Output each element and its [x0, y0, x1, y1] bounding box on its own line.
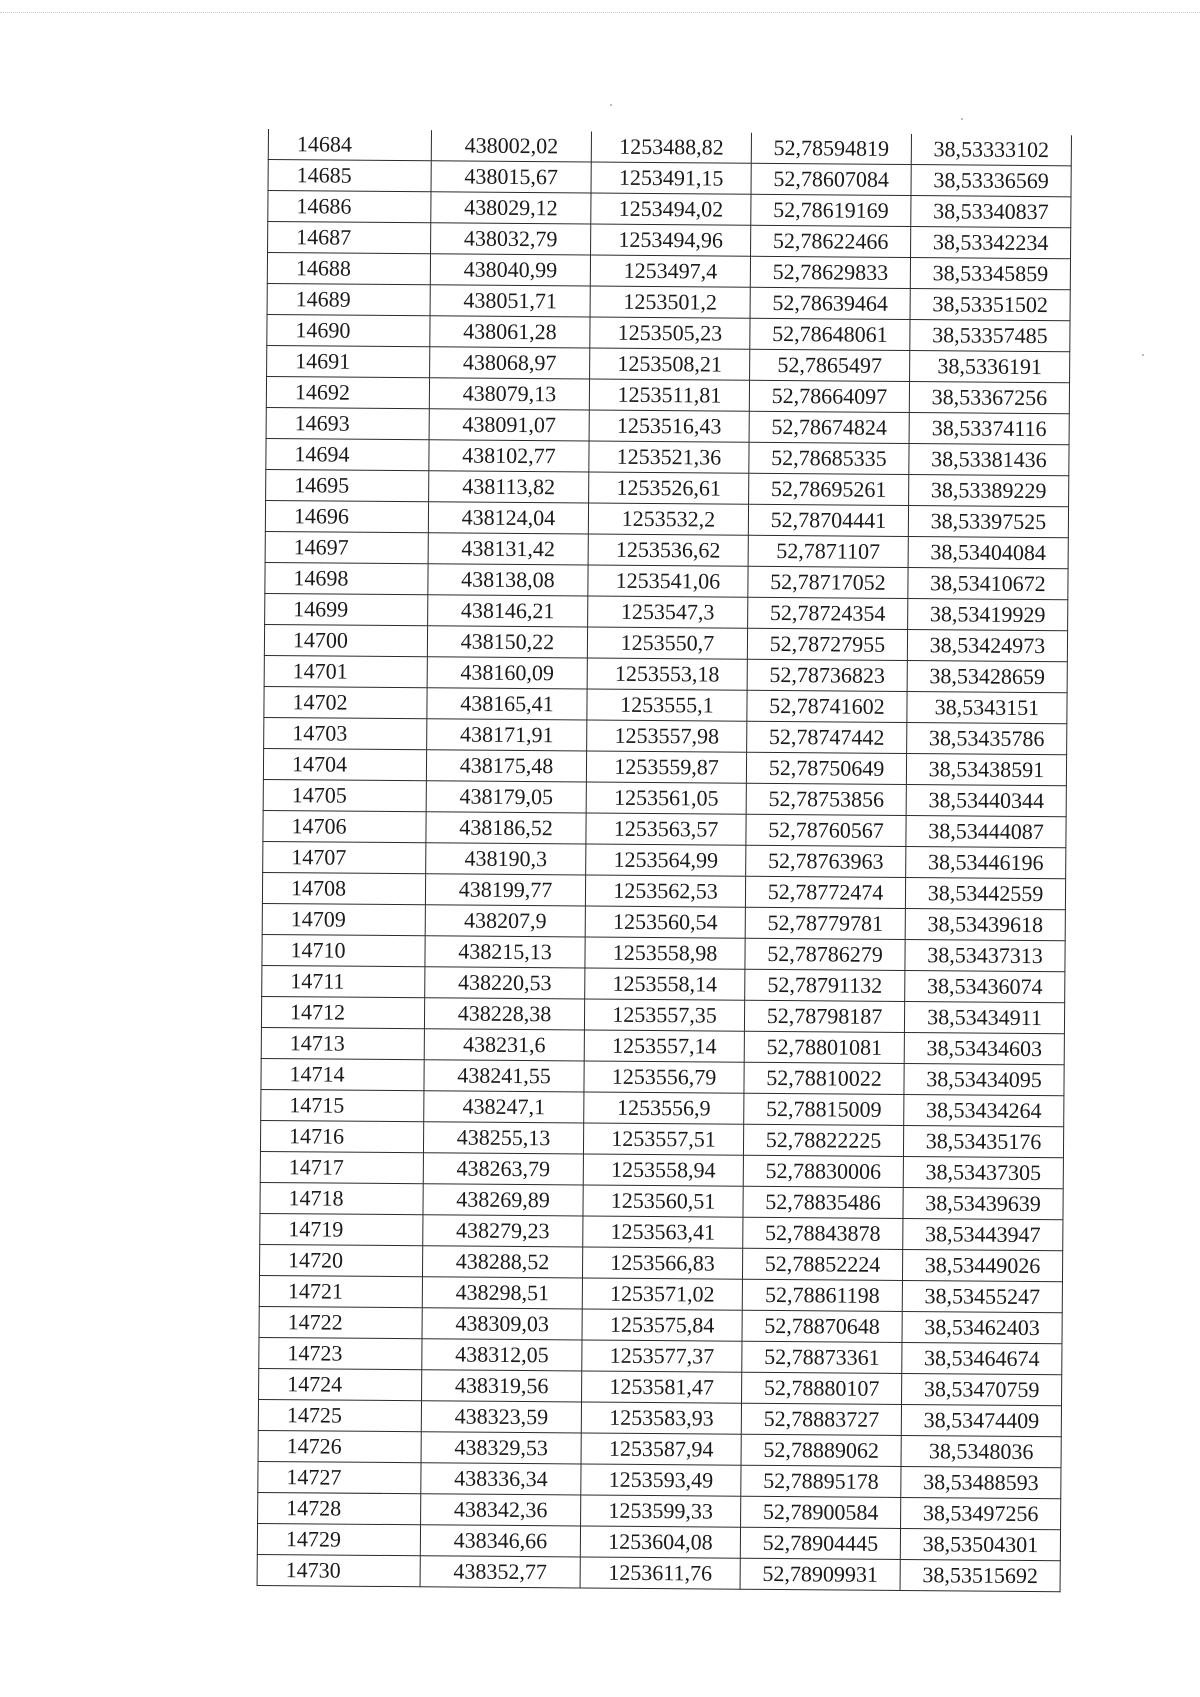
longitude-cell: 38,53446196	[906, 847, 1066, 879]
x-coordinate-cell: 438040,99	[430, 254, 590, 286]
x-coordinate-cell: 438288,52	[422, 1246, 582, 1278]
x-coordinate-cell: 438015,67	[431, 161, 591, 193]
longitude-cell: 38,53434264	[904, 1095, 1064, 1127]
longitude-cell: 38,53442559	[905, 878, 1065, 910]
latitude-cell: 52,78674824	[749, 411, 909, 443]
y-coordinate-cell: 1253563,41	[583, 1216, 743, 1248]
longitude-cell: 38,53351502	[910, 289, 1070, 321]
latitude-cell: 52,78843878	[743, 1217, 903, 1249]
x-coordinate-cell: 438269,89	[423, 1184, 583, 1216]
x-coordinate-cell: 438160,09	[427, 657, 587, 689]
y-coordinate-cell: 1253526,61	[589, 472, 749, 504]
latitude-cell: 52,78880107	[742, 1372, 902, 1404]
point-number-cell: 14728	[258, 1492, 421, 1524]
x-coordinate-cell: 438091,07	[429, 409, 589, 441]
y-coordinate-cell: 1253494,96	[591, 224, 751, 256]
point-number-cell: 14718	[260, 1182, 423, 1214]
point-number-cell: 14685	[268, 160, 431, 192]
longitude-cell: 38,53449026	[902, 1250, 1062, 1282]
longitude-cell: 38,53381436	[909, 444, 1069, 476]
point-number-cell: 14690	[267, 314, 430, 346]
y-coordinate-cell: 1253560,51	[583, 1185, 743, 1217]
x-coordinate-cell: 438312,05	[422, 1339, 582, 1371]
longitude-cell: 38,53515692	[900, 1560, 1060, 1592]
x-coordinate-cell: 438346,66	[420, 1525, 580, 1557]
point-number-cell: 14694	[266, 438, 429, 470]
x-coordinate-cell: 438061,28	[430, 316, 590, 348]
y-coordinate-cell: 1253577,37	[582, 1340, 742, 1372]
x-coordinate-cell: 438220,53	[425, 967, 585, 999]
point-number-cell: 14708	[262, 872, 425, 904]
y-coordinate-cell: 1253488,82	[591, 132, 751, 164]
x-coordinate-cell: 438247,1	[424, 1091, 584, 1123]
point-number-cell: 14700	[264, 624, 427, 656]
y-coordinate-cell: 1253593,49	[581, 1464, 741, 1496]
point-number-cell: 14699	[265, 593, 428, 625]
point-number-cell: 14688	[267, 253, 430, 285]
latitude-cell: 52,78830006	[743, 1155, 903, 1187]
point-number-cell: 14709	[262, 903, 425, 935]
latitude-cell: 52,78895178	[741, 1465, 901, 1497]
y-coordinate-cell: 1253555,1	[587, 689, 747, 721]
x-coordinate-cell: 438113,82	[429, 471, 589, 503]
x-coordinate-cell: 438102,77	[429, 440, 589, 472]
y-coordinate-cell: 1253536,62	[588, 534, 748, 566]
x-coordinate-cell: 438138,08	[428, 564, 588, 596]
y-coordinate-cell: 1253556,79	[584, 1061, 744, 1093]
point-number-cell: 14696	[265, 500, 428, 532]
latitude-cell: 52,78629833	[750, 256, 910, 288]
latitude-cell: 52,78704441	[748, 504, 908, 536]
longitude-cell: 38,53464674	[902, 1343, 1062, 1375]
table-body	[257, 129, 1071, 1592]
scan-speck	[1142, 354, 1144, 356]
y-coordinate-cell: 1253541,06	[588, 565, 748, 597]
x-coordinate-cell: 438131,42	[428, 533, 588, 565]
y-coordinate-cell: 1253561,05	[586, 782, 746, 814]
y-coordinate-cell: 1253566,83	[582, 1247, 742, 1279]
point-number-cell: 14729	[257, 1523, 420, 1555]
latitude-cell: 52,78736823	[747, 659, 907, 691]
y-coordinate-cell: 1253558,14	[585, 968, 745, 1000]
longitude-cell: 38,53374116	[909, 413, 1069, 445]
latitude-cell: 52,7871107	[748, 535, 908, 567]
latitude-cell: 52,78801081	[744, 1031, 904, 1063]
x-coordinate-cell: 438079,13	[429, 378, 589, 410]
x-coordinate-cell: 438231,6	[424, 1029, 584, 1061]
latitude-cell: 52,78909931	[740, 1558, 900, 1590]
x-coordinate-cell: 438146,21	[428, 595, 588, 627]
latitude-cell: 52,78639464	[750, 287, 910, 319]
point-number-cell: 14703	[264, 717, 427, 749]
latitude-cell: 52,78791132	[745, 969, 905, 1001]
x-coordinate-cell: 438175,48	[426, 750, 586, 782]
x-coordinate-cell: 438263,79	[423, 1153, 583, 1185]
point-number-cell: 14714	[261, 1058, 424, 1090]
longitude-cell: 38,53443947	[903, 1219, 1063, 1251]
point-number-cell: 14717	[260, 1151, 423, 1183]
x-coordinate-cell: 438207,9	[425, 905, 585, 937]
latitude-cell: 52,78873361	[742, 1341, 902, 1373]
longitude-cell: 38,53437305	[903, 1157, 1063, 1189]
y-coordinate-cell: 1253532,2	[588, 503, 748, 535]
latitude-cell: 52,78810022	[744, 1062, 904, 1094]
latitude-cell: 52,78685335	[749, 442, 909, 474]
x-coordinate-cell: 438171,91	[427, 719, 587, 751]
y-coordinate-cell: 1253557,98	[587, 720, 747, 752]
latitude-cell: 52,78900584	[741, 1496, 901, 1528]
y-coordinate-cell: 1253562,53	[585, 875, 745, 907]
point-number-cell: 14687	[268, 222, 431, 254]
x-coordinate-cell: 438298,51	[422, 1277, 582, 1309]
y-coordinate-cell: 1253556,9	[584, 1092, 744, 1124]
y-coordinate-cell: 1253557,35	[584, 999, 744, 1031]
y-coordinate-cell: 1253505,23	[590, 317, 750, 349]
x-coordinate-cell: 438186,52	[426, 812, 586, 844]
longitude-cell: 38,53438591	[906, 754, 1066, 786]
x-coordinate-cell: 438002,02	[431, 130, 591, 162]
point-number-cell: 14715	[261, 1089, 424, 1121]
x-coordinate-cell: 438029,12	[431, 192, 591, 224]
y-coordinate-cell: 1253559,87	[586, 751, 746, 783]
x-coordinate-cell: 438329,53	[421, 1432, 581, 1464]
y-coordinate-cell: 1253511,81	[589, 379, 749, 411]
y-coordinate-cell: 1253491,15	[591, 162, 751, 194]
x-coordinate-cell: 438255,13	[423, 1122, 583, 1154]
longitude-cell: 38,53437313	[905, 940, 1065, 972]
y-coordinate-cell: 1253611,76	[580, 1557, 740, 1589]
longitude-cell: 38,53470759	[902, 1374, 1062, 1406]
longitude-cell: 38,53436074	[905, 971, 1065, 1003]
longitude-cell: 38,53367256	[909, 382, 1069, 414]
x-coordinate-cell: 438068,97	[430, 347, 590, 379]
y-coordinate-cell: 1253560,54	[585, 906, 745, 938]
y-coordinate-cell: 1253581,47	[582, 1371, 742, 1403]
latitude-cell: 52,78852224	[742, 1248, 902, 1280]
point-number-cell: 14693	[266, 407, 429, 439]
point-number-cell: 14697	[265, 531, 428, 563]
latitude-cell: 52,78622466	[751, 225, 911, 257]
latitude-cell: 52,78798187	[744, 1000, 904, 1032]
y-coordinate-cell: 1253508,21	[590, 348, 750, 380]
longitude-cell: 38,53435786	[907, 723, 1067, 755]
x-coordinate-cell: 438319,56	[422, 1370, 582, 1402]
scan-speck	[961, 118, 963, 120]
longitude-cell: 38,53474409	[901, 1405, 1061, 1437]
y-coordinate-cell: 1253501,2	[590, 286, 750, 318]
point-number-cell: 14704	[263, 748, 426, 780]
x-coordinate-cell: 438179,05	[426, 781, 586, 813]
longitude-cell: 38,53389229	[909, 475, 1069, 507]
scan-speck	[610, 104, 612, 106]
x-coordinate-cell: 438352,77	[420, 1556, 580, 1588]
x-coordinate-cell: 438279,23	[423, 1215, 583, 1247]
x-coordinate-cell: 438165,41	[427, 688, 587, 720]
point-number-cell: 14691	[267, 345, 430, 377]
y-coordinate-cell: 1253599,33	[581, 1495, 741, 1527]
longitude-cell: 38,53333102	[911, 134, 1071, 166]
point-number-cell: 14702	[264, 686, 427, 718]
y-coordinate-cell: 1253558,94	[583, 1154, 743, 1186]
latitude-cell: 52,78727955	[747, 628, 907, 660]
longitude-cell: 38,53439639	[903, 1188, 1063, 1220]
point-number-cell: 14724	[259, 1368, 422, 1400]
y-coordinate-cell: 1253587,94	[581, 1433, 741, 1465]
latitude-cell: 52,78904445	[740, 1527, 900, 1559]
longitude-cell: 38,53340837	[911, 196, 1071, 228]
point-number-cell: 14722	[259, 1306, 422, 1338]
longitude-cell: 38,53428659	[907, 661, 1067, 693]
latitude-cell: 52,78779781	[745, 907, 905, 939]
point-number-cell: 14723	[259, 1337, 422, 1369]
x-coordinate-cell: 438032,79	[431, 223, 591, 255]
latitude-cell: 52,78835486	[743, 1186, 903, 1218]
latitude-cell: 52,78664097	[749, 380, 909, 412]
longitude-cell: 38,53357485	[910, 320, 1070, 352]
longitude-cell: 38,53435176	[903, 1126, 1063, 1158]
point-number-cell: 14686	[268, 191, 431, 223]
latitude-cell: 52,78753856	[746, 783, 906, 815]
longitude-cell: 38,53434603	[904, 1033, 1064, 1065]
latitude-cell: 52,78747442	[747, 721, 907, 753]
latitude-cell: 52,78815009	[744, 1093, 904, 1125]
x-coordinate-cell: 438124,04	[428, 502, 588, 534]
table-row	[257, 1554, 1060, 1591]
longitude-cell: 38,53397525	[908, 506, 1068, 538]
x-coordinate-cell: 438309,03	[422, 1308, 582, 1340]
point-number-cell: 14698	[265, 562, 428, 594]
point-number-cell: 14692	[266, 376, 429, 408]
longitude-cell: 38,53345859	[910, 258, 1070, 290]
latitude-cell: 52,78648061	[750, 318, 910, 350]
x-coordinate-cell: 438190,3	[426, 843, 586, 875]
latitude-cell: 52,78870648	[742, 1310, 902, 1342]
latitude-cell: 52,78750649	[746, 752, 906, 784]
latitude-cell: 52,78861198	[742, 1279, 902, 1311]
longitude-cell: 38,5348036	[901, 1436, 1061, 1468]
latitude-cell: 52,78822225	[743, 1124, 903, 1156]
y-coordinate-cell: 1253558,98	[585, 937, 745, 969]
longitude-cell: 38,53440344	[906, 785, 1066, 817]
y-coordinate-cell: 1253497,4	[590, 255, 750, 287]
x-coordinate-cell: 438336,34	[421, 1463, 581, 1495]
point-number-cell: 14684	[268, 129, 431, 161]
longitude-cell: 38,53488593	[901, 1467, 1061, 1499]
y-coordinate-cell: 1253571,02	[582, 1278, 742, 1310]
latitude-cell: 52,78619169	[751, 194, 911, 226]
point-number-cell: 14711	[262, 965, 425, 997]
longitude-cell: 38,53424973	[907, 630, 1067, 662]
point-number-cell: 14721	[259, 1275, 422, 1307]
latitude-cell: 52,78760567	[746, 814, 906, 846]
latitude-cell: 52,78741602	[747, 690, 907, 722]
coordinates-table	[257, 129, 1072, 1592]
point-number-cell: 14713	[261, 1027, 424, 1059]
longitude-cell: 38,53462403	[902, 1312, 1062, 1344]
latitude-cell: 52,78607084	[751, 163, 911, 195]
y-coordinate-cell: 1253550,7	[587, 627, 747, 659]
point-number-cell: 14719	[260, 1213, 423, 1245]
point-number-cell: 14706	[263, 810, 426, 842]
longitude-cell: 38,53404084	[908, 537, 1068, 569]
point-number-cell: 14712	[261, 996, 424, 1028]
point-number-cell: 14705	[263, 779, 426, 811]
longitude-cell: 38,53504301	[900, 1529, 1060, 1561]
x-coordinate-cell: 438150,22	[427, 626, 587, 658]
longitude-cell: 38,53497256	[901, 1498, 1061, 1530]
y-coordinate-cell: 1253557,14	[584, 1030, 744, 1062]
longitude-cell: 38,53444087	[906, 816, 1066, 848]
point-number-cell: 14720	[259, 1244, 422, 1276]
latitude-cell: 52,78717052	[748, 566, 908, 598]
latitude-cell: 52,78695261	[749, 473, 909, 505]
longitude-cell: 38,53336569	[911, 165, 1071, 197]
y-coordinate-cell: 1253575,84	[582, 1309, 742, 1341]
x-coordinate-cell: 438323,59	[421, 1401, 581, 1433]
longitude-cell: 38,53410672	[908, 568, 1068, 600]
latitude-cell: 52,78883727	[741, 1403, 901, 1435]
latitude-cell: 52,78724354	[748, 597, 908, 629]
y-coordinate-cell: 1253564,99	[586, 844, 746, 876]
y-coordinate-cell: 1253553,18	[587, 658, 747, 690]
point-number-cell: 14710	[262, 934, 425, 966]
x-coordinate-cell: 438051,71	[430, 285, 590, 317]
x-coordinate-cell: 438342,36	[421, 1494, 581, 1526]
latitude-cell: 52,78763963	[746, 845, 906, 877]
point-number-cell: 14689	[267, 283, 430, 315]
longitude-cell: 38,53419929	[908, 599, 1068, 631]
point-number-cell: 14727	[258, 1461, 421, 1493]
longitude-cell: 38,53342234	[911, 227, 1071, 259]
x-coordinate-cell: 438241,55	[424, 1060, 584, 1092]
latitude-cell: 52,7865497	[750, 349, 910, 381]
longitude-cell: 38,53434095	[904, 1064, 1064, 1096]
y-coordinate-cell: 1253547,3	[588, 596, 748, 628]
longitude-cell: 38,53439618	[905, 909, 1065, 941]
longitude-cell: 38,5336191	[910, 351, 1070, 383]
latitude-cell: 52,78772474	[745, 876, 905, 908]
latitude-cell: 52,78594819	[751, 133, 911, 165]
x-coordinate-cell: 438215,13	[425, 936, 585, 968]
point-number-cell: 14730	[257, 1554, 420, 1586]
y-coordinate-cell: 1253521,36	[589, 441, 749, 473]
longitude-cell: 38,53455247	[902, 1281, 1062, 1313]
y-coordinate-cell: 1253557,51	[583, 1123, 743, 1155]
y-coordinate-cell: 1253604,08	[580, 1526, 740, 1558]
longitude-cell: 38,5343151	[907, 692, 1067, 724]
x-coordinate-cell: 438199,77	[425, 874, 585, 906]
point-number-cell: 14726	[258, 1430, 421, 1462]
point-number-cell: 14695	[266, 469, 429, 501]
point-number-cell: 14725	[258, 1399, 421, 1431]
y-coordinate-cell: 1253563,57	[586, 813, 746, 845]
y-coordinate-cell: 1253494,02	[591, 193, 751, 225]
y-coordinate-cell: 1253583,93	[581, 1402, 741, 1434]
latitude-cell: 52,78889062	[741, 1434, 901, 1466]
x-coordinate-cell: 438228,38	[424, 998, 584, 1030]
point-number-cell: 14707	[263, 841, 426, 873]
latitude-cell: 52,78786279	[745, 938, 905, 970]
point-number-cell: 14716	[260, 1120, 423, 1152]
longitude-cell: 38,53434911	[904, 1002, 1064, 1034]
y-coordinate-cell: 1253516,43	[589, 410, 749, 442]
point-number-cell: 14701	[264, 655, 427, 687]
scan-top-edge	[0, 12, 1200, 13]
